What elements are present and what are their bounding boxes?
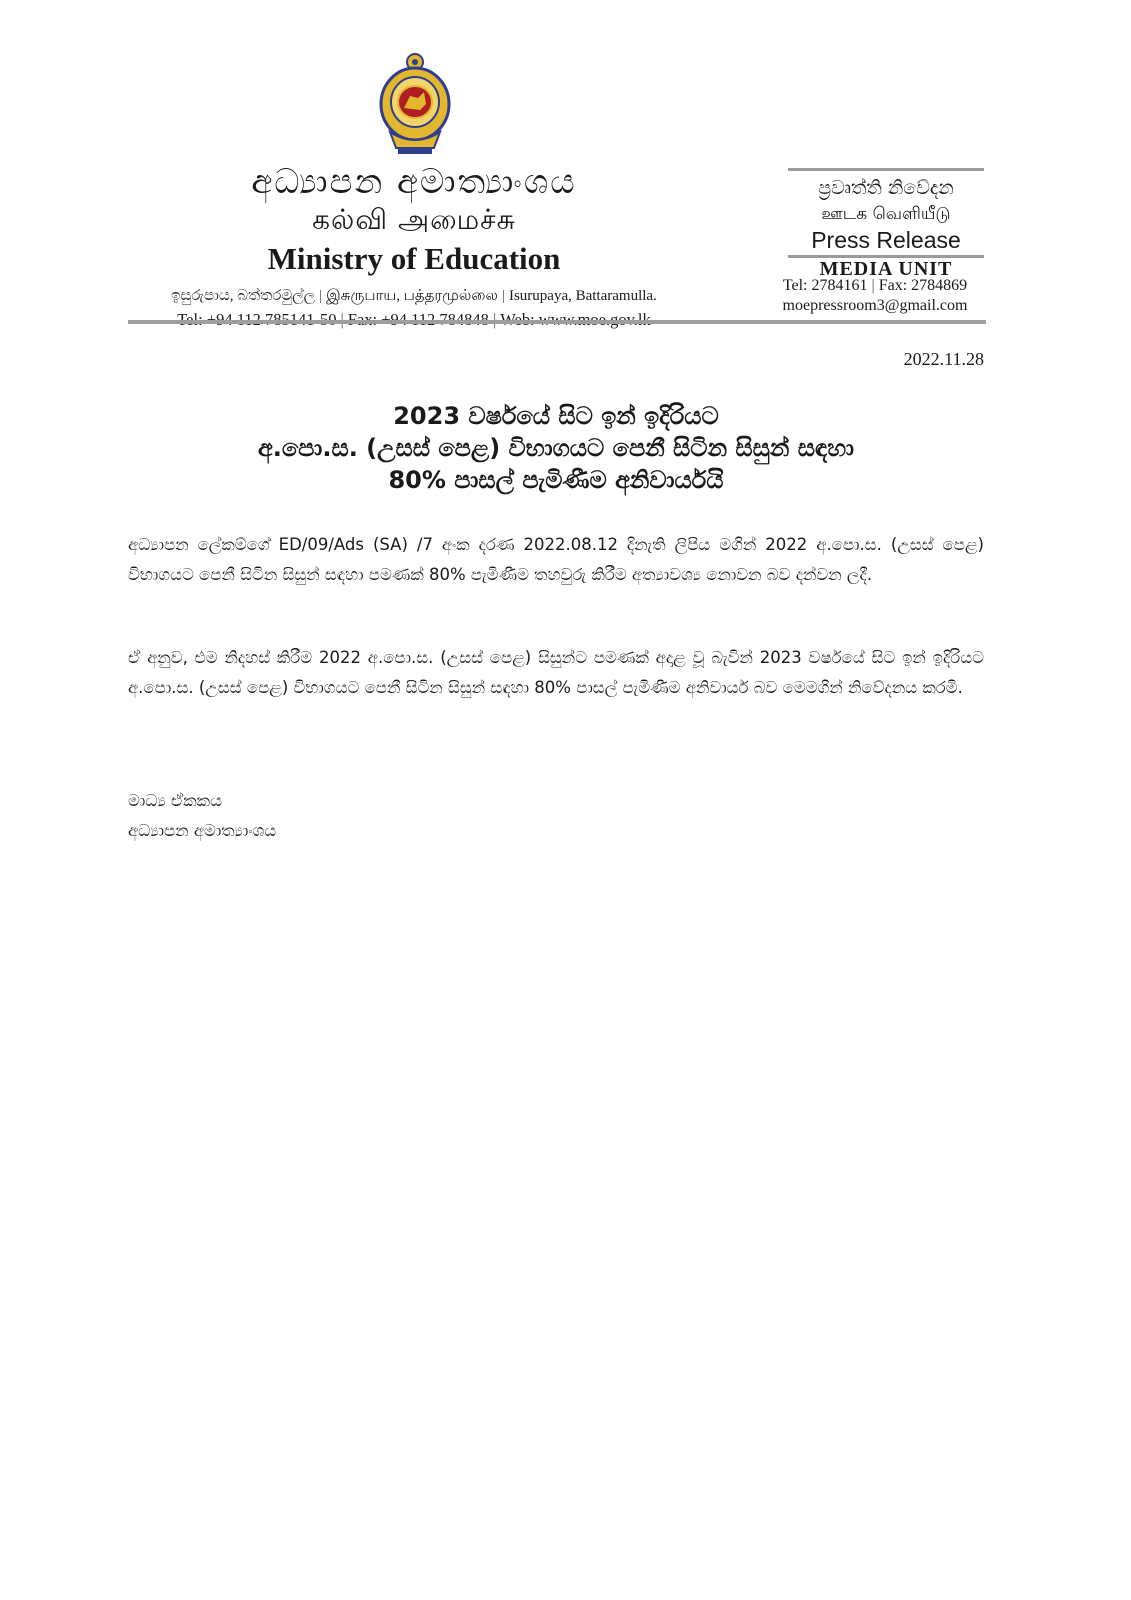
ministry-address: ඉසුරුපාය, බත්තරමුල්ල | இசுருபாய, பத்தரமுல்லை | Isurupaya, Battaramulla. <box>171 288 657 304</box>
media-unit-label: MEDIA UNIT <box>819 258 953 280</box>
press-release-box <box>788 168 984 280</box>
ministry-name-sinhala: අධ්‍යාපන අමාත්‍යාංශය <box>251 162 577 202</box>
body-paragraph: ඒ අනුව, එම නිදහස් කිරීම 2022 අ.පො.ස. (උසස් පෙළ) සිසුන්ට පමණක් අදාළ වූ බැවින් 2023 වර්ෂයේ සිට ඉන් ඉදිරියට අ.පො.ස. (උසස් පෙළ) විභාගයට පෙනී සිටින සිසුන් සඳහා 80% පාසල් පැමිණීම අනිවාර්ය බව මෙමගින් නිවේදනය කරමි. <box>128 648 984 697</box>
address-english: Isurupaya, Battaramulla. <box>508 288 657 304</box>
press-title-english: Press Release <box>811 227 961 253</box>
address-tamil: இசுருபாய, பத்தரமுல்லை <box>326 288 498 304</box>
body-paragraph: අධ්‍යාපන ලේකම්ගේ ED/09/Ads (SA) /7 අංක දරණ 2022.08.12 දිනැති ලිපිය මගින් 2022 අ.පො.ස. (උසස් පෙළ) විභාගයට පෙනී සිටින සිසුන් සඳහා පමණක් 80% පැමිණීම තහවුරු කිරීම අත්‍යාවශ්‍ය නොවන බව දන්වන ලදී. <box>128 535 984 584</box>
national-emblem-icon <box>374 52 456 158</box>
address-sinhala: ඉසුරුපාය, බත්තරමුල්ල <box>171 288 316 304</box>
ministry-name-english: Ministry of Education <box>267 241 561 276</box>
ministry-header <box>128 162 700 332</box>
header-rule <box>128 320 986 324</box>
signature-ministry: අධ්‍යාපන අමාත්‍යාංශය <box>128 821 277 840</box>
signature-unit: මාධ්‍ය ඒකකය <box>128 791 222 810</box>
media-fax: Fax: 2784869 <box>878 277 968 294</box>
press-title-tamil: ஊடக வெளியீடு <box>821 204 951 224</box>
media-tel: Tel: 2784161 <box>782 277 868 294</box>
document-title <box>128 400 984 496</box>
media-unit-contact: Tel: 2784161 | Fax: 2784869 moepressroom3@gmail.com <box>760 276 990 316</box>
media-email: moepressroom3@gmail.com <box>782 297 968 314</box>
title-line: 80% පාසල් පැමිණීම අනිවාර්යයි <box>388 466 724 494</box>
title-line: අ.පො.ස. (උසස් පෙළ) විභාගයට පෙනී සිටින සිසුන් සඳහා <box>257 434 855 462</box>
press-title-sinhala: ප්‍රවෘත්ති නිවේදන <box>818 177 954 199</box>
press-top-rule <box>788 168 984 171</box>
title-line: 2023 වර්ෂයේ සිට ඉන් ඉදිරියට <box>393 402 719 430</box>
ministry-name-tamil: கல்வி அமைச்சு <box>312 203 516 236</box>
document-date: 2022.11.28 <box>903 349 984 369</box>
signature-block <box>128 786 276 846</box>
